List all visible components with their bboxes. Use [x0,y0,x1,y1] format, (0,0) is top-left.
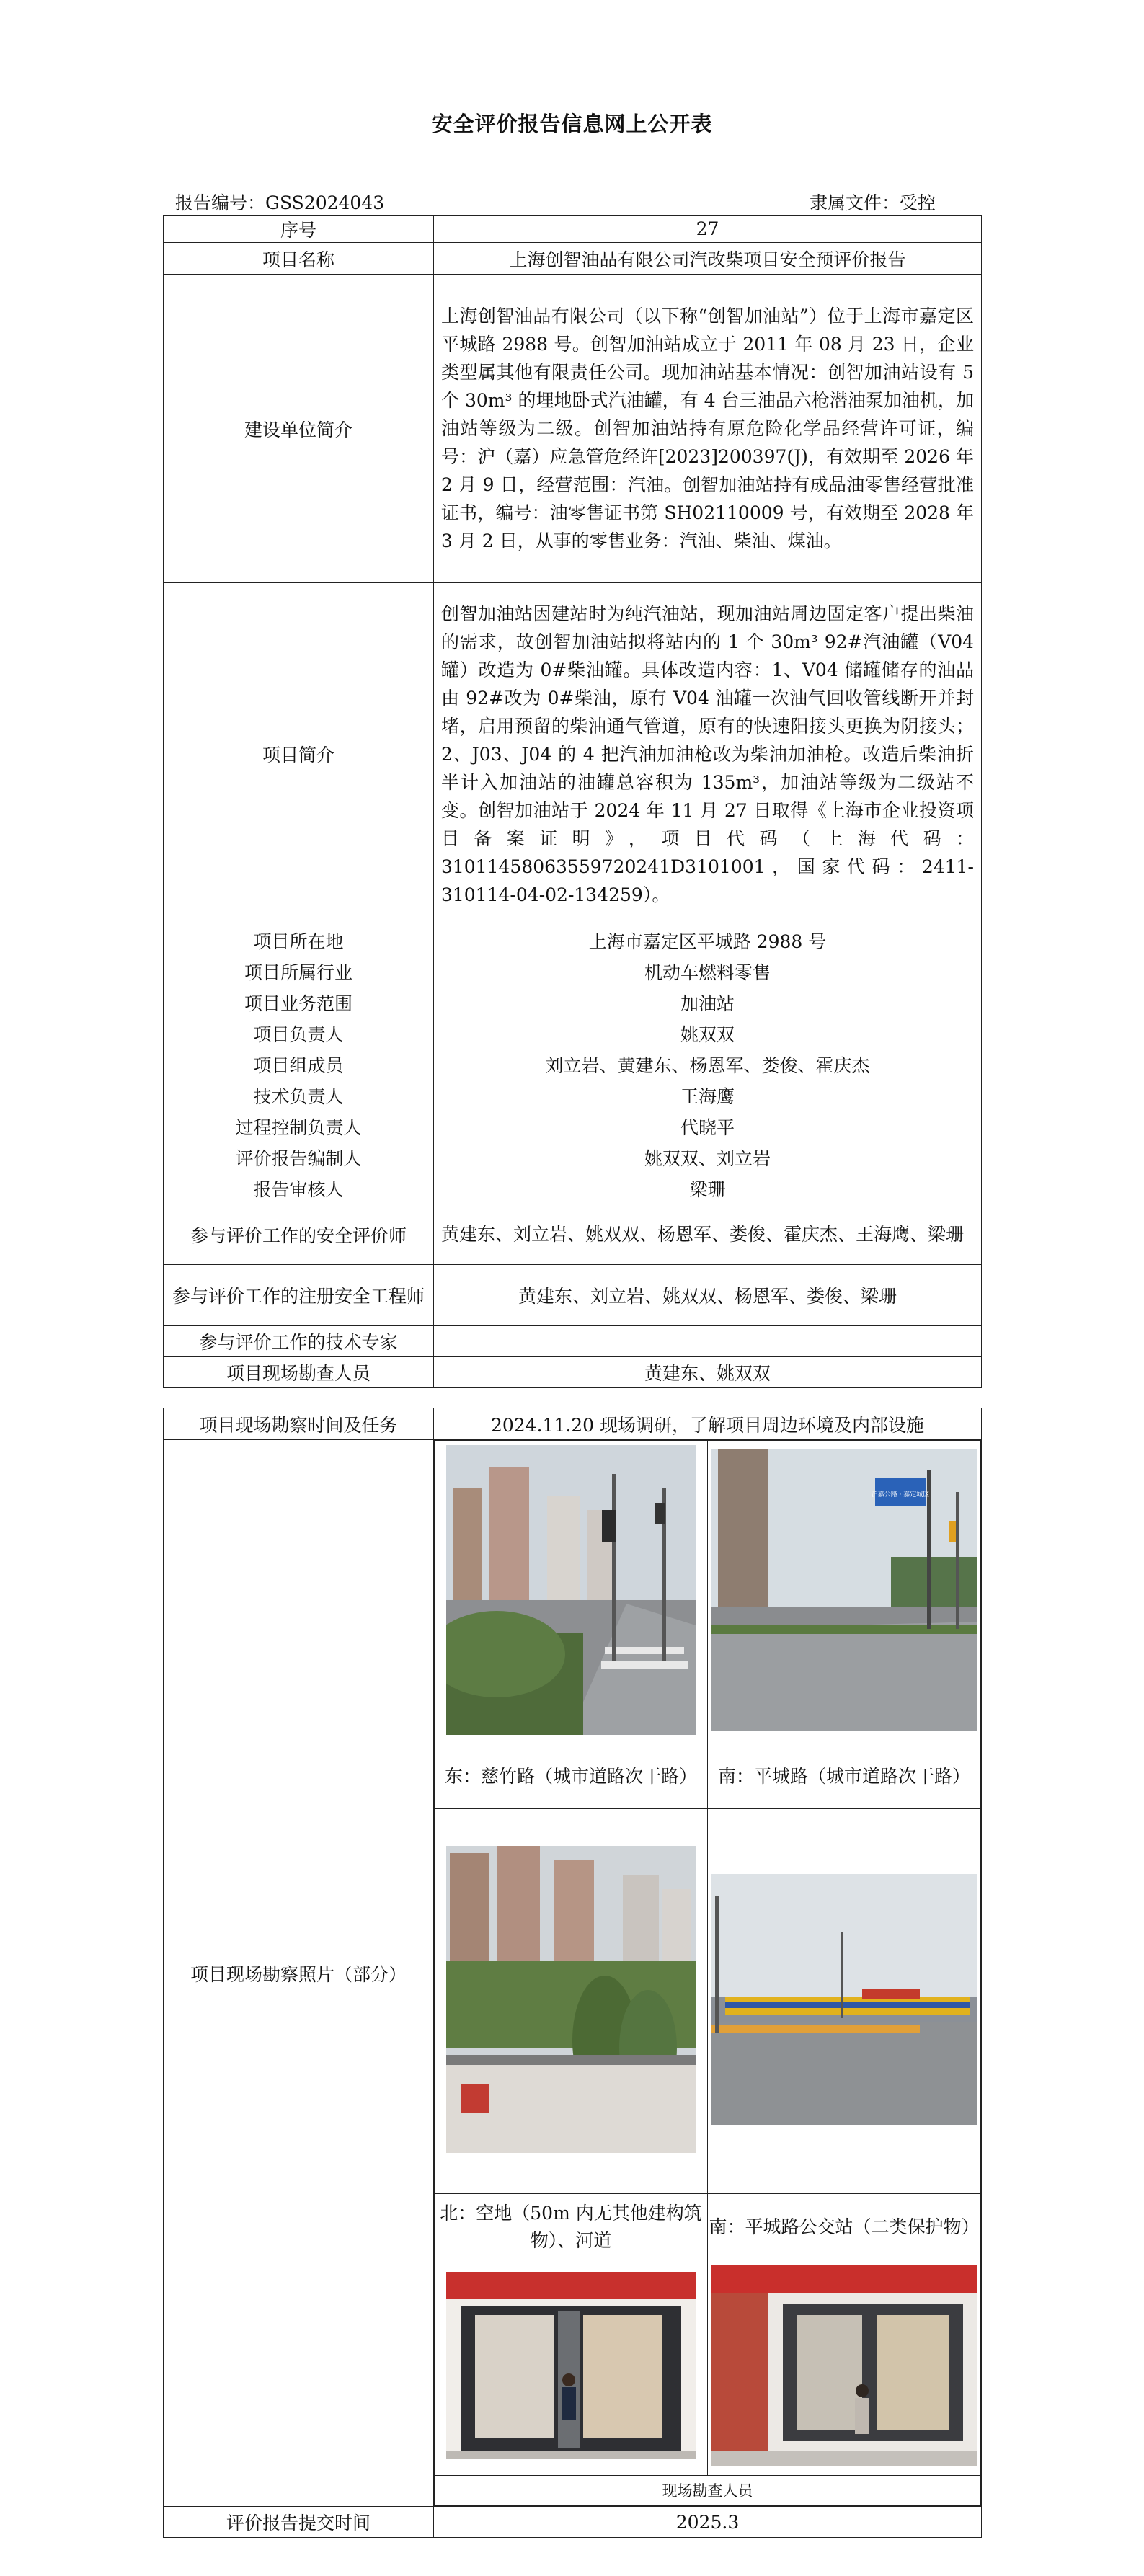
row-members [164,1049,982,1080]
value-unit-intro: 上海创智油品有限公司（以下称“创智加油站”）位于上海市嘉定区平城路 2988 号。创智加油站成立于 2011 年 08 月 23 日，企业类型属其他有限责任公司。现加油站基本情况：创智加油站设有 5 个 30m³ 的埋地卧式汽油罐，有 4 台三油品六枪潜油泵加油机，加油站等级为二级。创智加油站持有原危险化学品经营许可证，编号：沪（嘉）应急管危经许[2023]200397(J)，有效期至 2026 年 2 月 9 日，经营范围：汽油。创智加油站持有成品油零售经营批准证书，编号：油零售证书第 SH02110009 号，有效期至 2028 年 3 月 2 日，从事的零售业务：汽油、柴油、煤油。 [434,275,982,583]
value-seq: 27 [434,216,982,243]
row-photos [164,1440,982,2507]
caption-north: 北：空地（50m 内无其他建构筑物）、河道 [435,2194,708,2260]
photo-grid [434,1440,981,2506]
report-number: 报告编号：GSS2024043 [175,192,385,213]
row-tech-experts [164,1326,982,1357]
value-members: 刘立岩、黄建东、杨恩军、娄俊、霍庆杰 [434,1049,982,1080]
value-survey-time: 2024.11.20 现场调研，了解项目周边环境及内部设施 [434,1408,982,1440]
row-tech-leader [164,1080,982,1111]
attached-file: 隶属文件：受控 [809,192,936,213]
caption-south-bus: 南：平城路公交站（二类保护物） [708,2194,981,2260]
label-industry: 项目所属行业 [164,956,434,987]
value-compiler: 姚双双、刘立岩 [434,1142,982,1173]
value-tech-leader: 王海鹰 [434,1080,982,1111]
label-survey-time: 项目现场勘察时间及任务 [164,1408,434,1440]
value-industry: 机动车燃料零售 [434,956,982,987]
value-scope: 加油站 [434,987,982,1018]
label-site-staff: 项目现场勘查人员 [164,1357,434,1388]
label-members: 项目组成员 [164,1049,434,1080]
value-reviewer: 梁珊 [434,1173,982,1204]
label-project-intro: 项目简介 [164,583,434,925]
label-leader: 项目负责人 [164,1018,434,1049]
photo-cell-staff-2 [708,2260,981,2476]
row-process-ctrl [164,1111,982,1142]
row-reg-engineers [164,1265,982,1326]
label-tech-experts: 参与评价工作的技术专家 [164,1326,434,1357]
row-project-intro [164,583,982,925]
label-compiler: 评价报告编制人 [164,1142,434,1173]
photo-north-vacant [446,1846,696,2153]
photo-staff-store-2 [711,2265,977,2466]
label-scope: 项目业务范围 [164,987,434,1018]
label-unit-intro: 建设单位简介 [164,275,434,583]
caption-staff: 现场勘查人员 [435,2476,981,2506]
row-compiler [164,1142,982,1173]
label-submit-time: 评价报告提交时间 [164,2507,434,2538]
photo-cell-north [435,1809,708,2194]
row-seq [164,216,982,243]
row-unit-intro [164,275,982,583]
value-process-ctrl: 代晓平 [434,1111,982,1142]
row-project-name [164,243,982,275]
label-process-ctrl: 过程控制负责人 [164,1111,434,1142]
road-sign-text: 沪嘉公路 · 嘉定城区 [871,1491,930,1498]
value-safety-evaluators: 黄建东、刘立岩、姚双双、杨恩军、娄俊、霍庆杰、王海鹰、梁珊 [434,1204,982,1265]
photo-cell-south-bus [708,1809,981,2194]
value-site-staff: 黄建东、姚双双 [434,1357,982,1388]
caption-south: 南：平城路（城市道路次干路） [708,1744,981,1809]
page-title: 安全评价报告信息网上公开表 [431,112,713,136]
label-seq: 序号 [164,216,434,243]
row-reviewer [164,1173,982,1204]
photo-south-bus-station [711,1874,977,2125]
caption-east: 东：慈竹路（城市道路次干路） [435,1744,708,1809]
value-tech-experts [434,1326,982,1357]
value-submit-time: 2025.3 [434,2507,982,2538]
label-project-name: 项目名称 [164,243,434,275]
survey-table [163,1408,982,2538]
label-reviewer: 报告审核人 [164,1173,434,1204]
row-survey-time [164,1408,982,1440]
photo-south-road [711,1449,977,1731]
row-leader [164,1018,982,1049]
label-tech-leader: 技术负责人 [164,1080,434,1111]
photo-grid-cell [434,1440,982,2507]
label-safety-evaluators: 参与评价工作的安全评价师 [164,1204,434,1265]
label-reg-engineers: 参与评价工作的注册安全工程师 [164,1265,434,1326]
value-location: 上海市嘉定区平城路 2988 号 [434,925,982,956]
row-submit-time [164,2507,982,2538]
value-project-intro: 创智加油站因建站时为纯汽油站，现加油站周边固定客户提出柴油的需求，故创智加油站拟将站内的 1 个 30m³ 92#汽油罐（V04 罐）改造为 0#柴油罐。具体改造内容：1、V04 储罐储存的油品由 92#改为 0#柴油，原有 V04 油罐一次油气回收管线断开并封堵，启用预留的柴油通气管道，原有的快速阳接头更换为阴接头；2、J03、J04 的 4 把汽油加油枪改为柴油加油枪。改造后柴油折半计入加油站的油罐总容积为 135m³，加油站等级为二级站不变。创智加油站于 2024 年 11 月 27 日取得《上海市企业投资项目备案证明》，项目代码（上海代码：31011458063559720241D3101001，国家代码：2411-310114-04-02-134259）。 [434,583,982,925]
value-leader: 姚双双 [434,1018,982,1049]
row-scope [164,987,982,1018]
info-table [163,215,982,1388]
label-location: 项目所在地 [164,925,434,956]
photo-cell-east [435,1441,708,1744]
photo-cell-staff-1 [435,2260,708,2476]
row-industry [164,956,982,987]
label-photos: 项目现场勘察照片（部分） [164,1440,434,2507]
photo-east-road [446,1445,696,1735]
row-site-staff [164,1357,982,1388]
value-reg-engineers: 黄建东、刘立岩、姚双双、杨恩军、娄俊、梁珊 [434,1265,982,1326]
row-location [164,925,982,956]
photo-staff-store-1 [446,2272,696,2459]
value-project-name: 上海创智油品有限公司汽改柴项目安全预评价报告 [434,243,982,275]
row-safety-evaluators [164,1204,982,1265]
photo-cell-south [708,1441,981,1744]
